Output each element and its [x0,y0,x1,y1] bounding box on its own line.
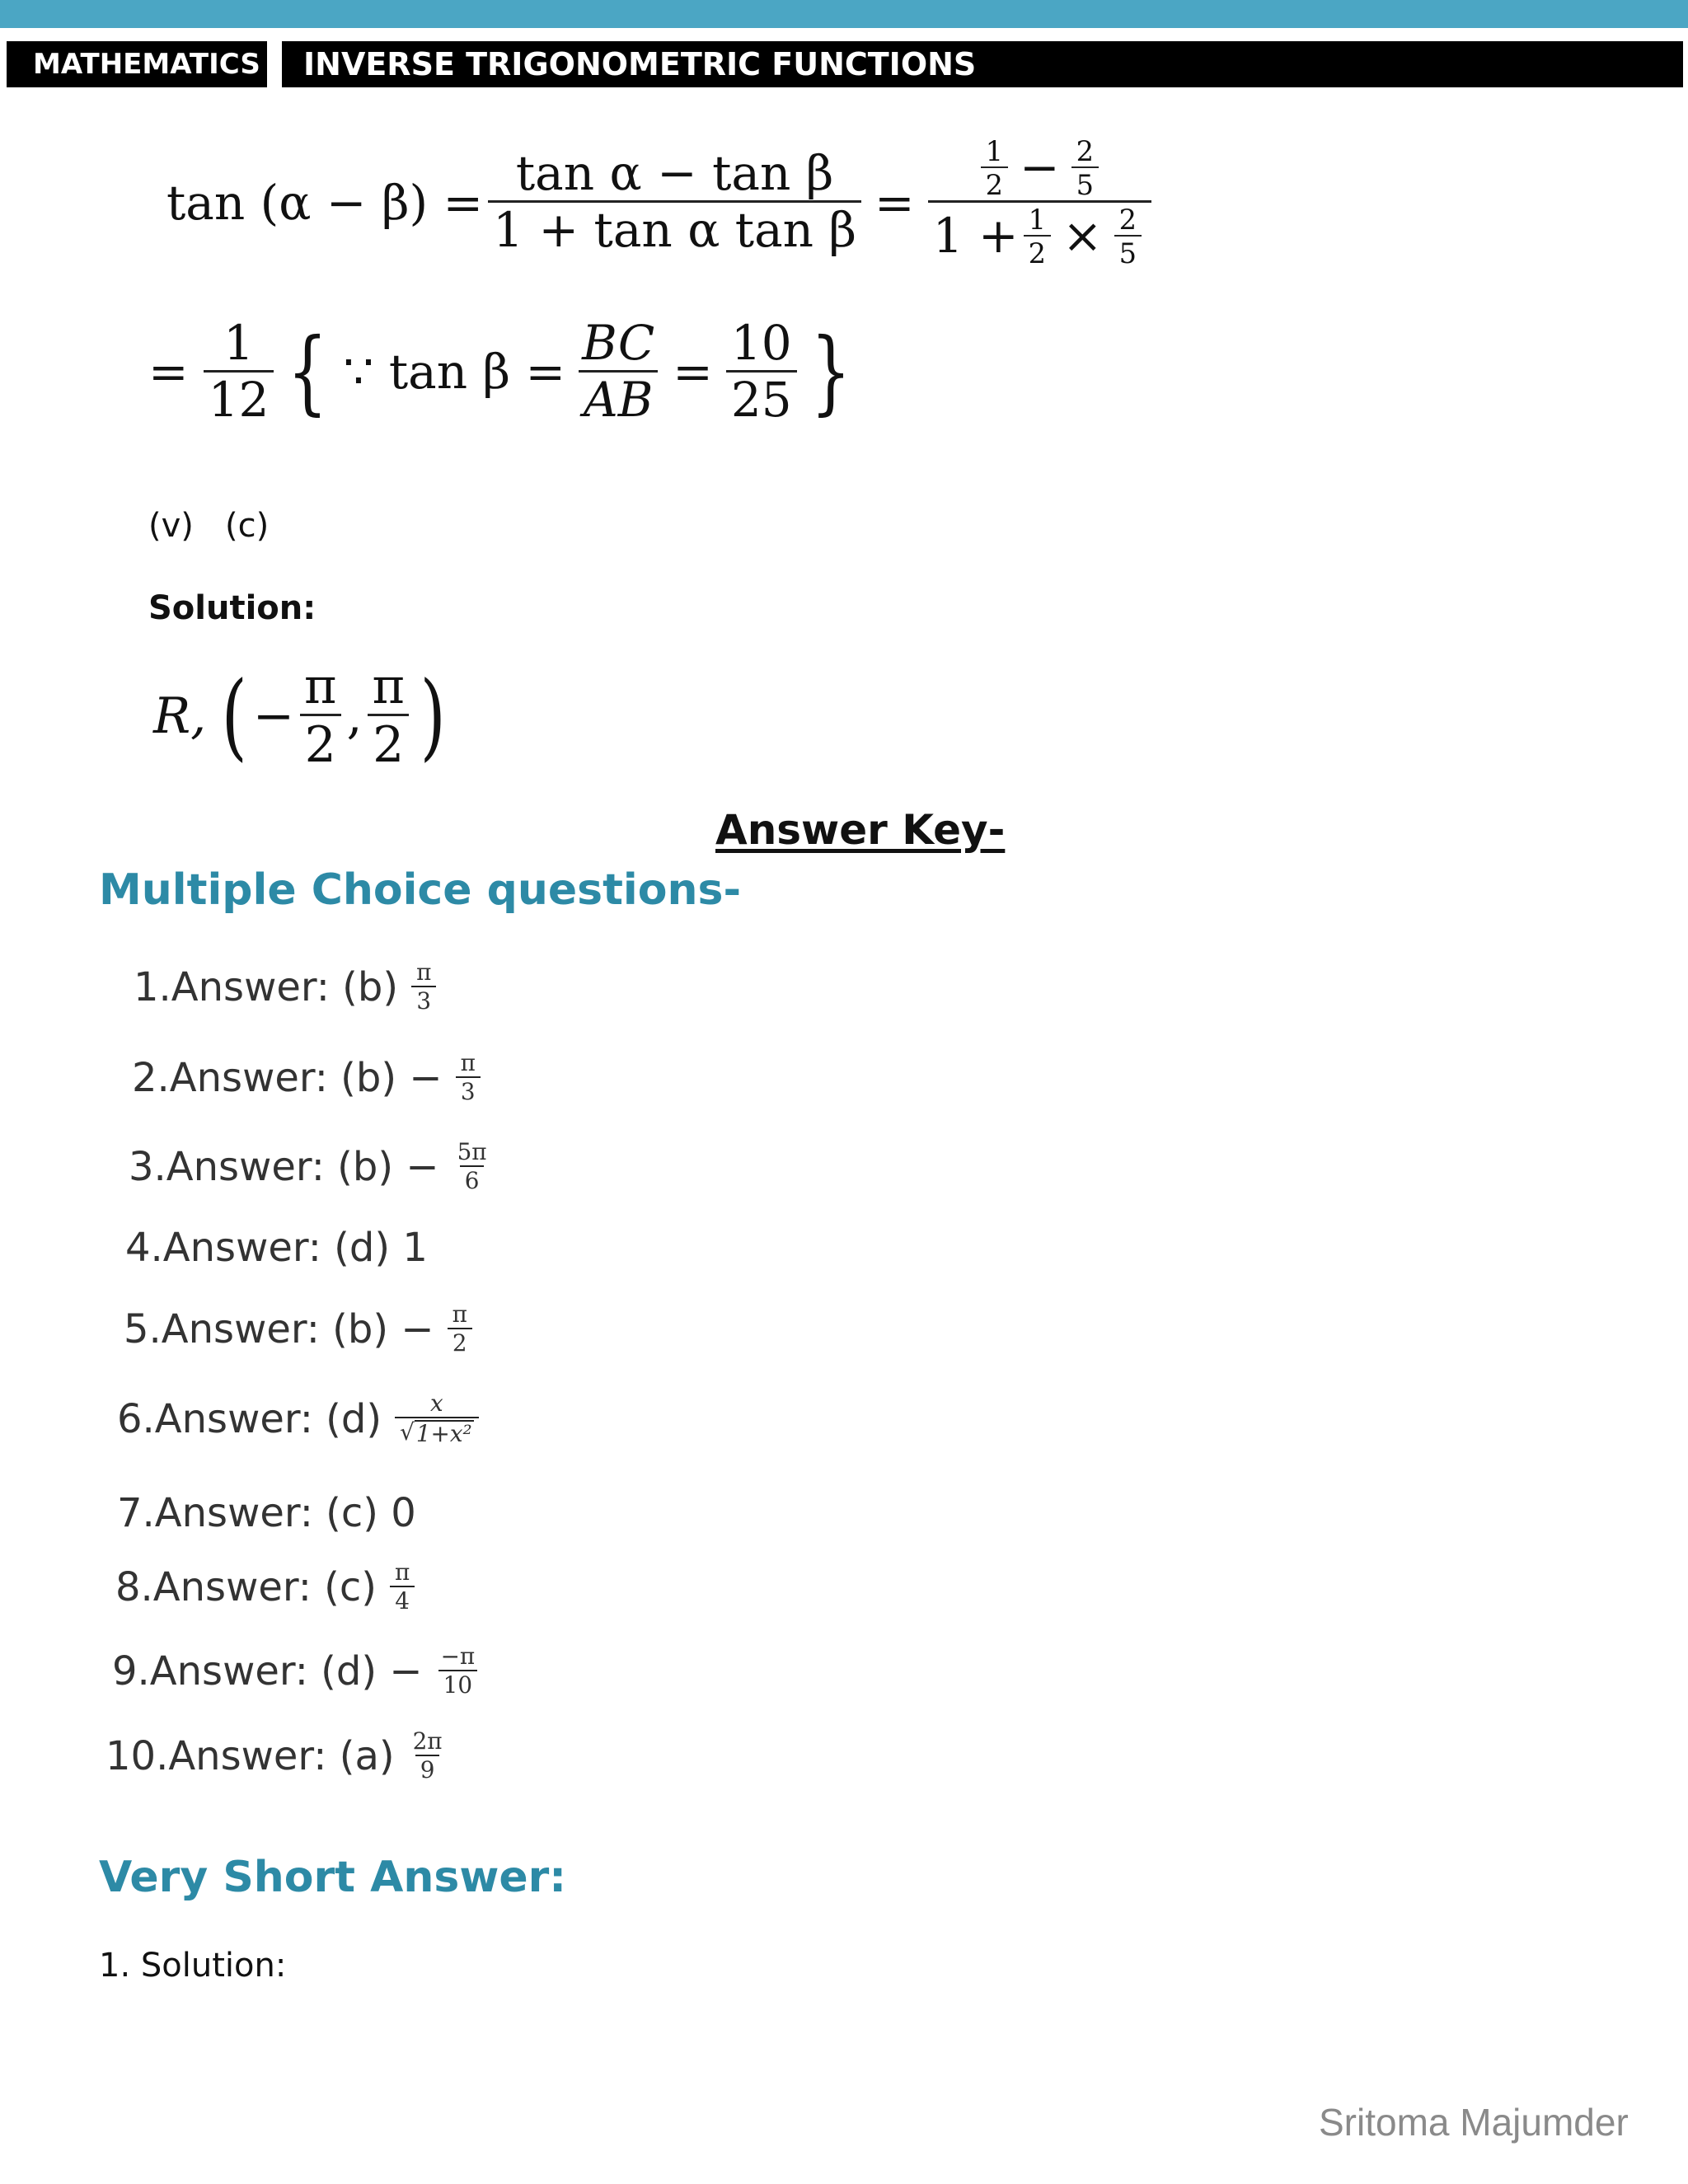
pi-over-2 [368,659,410,772]
vsa-first-solution: 1. Solution: [99,1947,287,1985]
because-tan-beta: ∵ tan β = [343,344,566,401]
author-watermark: Sritoma Majumder [1319,2101,1629,2144]
option-line [148,507,269,545]
eq1-lhs: tan (α − β) = [166,174,484,231]
frac-one-half-b [1024,204,1051,269]
eq2-equals-2: = [673,344,713,401]
ratio-fraction [726,317,797,427]
option-number: (v) [148,507,194,545]
mcq-answer-3 [129,1140,497,1193]
mcq-answer-9 [112,1644,485,1698]
subject-header: MATHEMATICS [7,41,267,87]
f2-den: 5 [1071,166,1099,200]
very-short-answer-heading: Very Short Answer: [99,1853,567,1902]
times-sign: × [1062,208,1103,265]
num: π [416,958,432,986]
den: 10 [438,1670,477,1699]
answer-label: 5.Answer: (b) − [124,1305,434,1352]
answer-label: 3.Answer: (b) − [129,1143,439,1190]
answer-fraction [395,1391,479,1446]
den-prefix: 1 + [932,208,1019,265]
answer-fraction [456,1051,481,1104]
top-accent-bar [0,0,1688,28]
range-close-paren: ) [420,660,446,771]
answer-fraction [390,1560,415,1614]
num: 5π [457,1138,487,1165]
mcq-answer-7 [117,1488,416,1538]
mcq-answer-8 [115,1560,420,1614]
f3-num: 1 [1028,204,1046,236]
answer-label: 8.Answer: (c) [115,1563,377,1610]
minus-sign: − [1020,139,1060,196]
option-answer: (c) [225,507,270,545]
f2-num: 2 [1076,135,1095,167]
eq1-numeric-denominator [928,200,1151,269]
f1-num: 1 [985,135,1003,167]
eq1-equals: = [874,174,915,231]
range-neg: − [252,687,295,745]
den: 4 [390,1586,415,1615]
den: 9 [415,1755,440,1783]
answer-fraction [436,1644,481,1698]
answer-fraction [452,1140,492,1193]
den1: 2 [300,714,341,772]
den: 3 [411,986,436,1015]
num: π [452,1301,467,1328]
equation-tan-difference [166,136,1156,269]
neg-pi-over-2 [299,659,341,772]
frac-one-half [981,136,1008,200]
ratio-den: 25 [726,370,797,427]
num: x [430,1390,443,1417]
mcq-answer-1 [134,960,441,1014]
mcq-heading: Multiple Choice questions- [99,865,742,915]
range-expression [153,659,451,772]
den: 3 [456,1076,481,1105]
answer-label: 2.Answer: (b) − [132,1054,443,1101]
answer-key-title: Answer Key- [715,806,1006,854]
eq1-numerator: tan α − tan β [515,145,834,202]
range-open-paren: ( [221,660,248,771]
result-num: 1 [223,315,254,371]
answer-label: 7.Answer: (c) 0 [117,1490,416,1536]
eq1-numeric-numerator [971,136,1109,200]
answer-label: 9.Answer: (d) − [112,1647,423,1694]
num: −π [440,1643,476,1670]
range-set: R, [153,687,207,745]
answer-fraction [411,960,436,1014]
den: 6 [460,1165,485,1194]
mcq-answer-6 [117,1391,484,1446]
answer-label: 10.Answer: (a) [106,1732,395,1779]
answer-label: 1.Answer: (b) [134,963,399,1010]
pi2: π [372,658,405,715]
radicand: 1+x² [415,1419,472,1447]
eq2-result-fraction [204,317,274,427]
den: 2 [448,1328,472,1357]
ab: AB [579,370,659,427]
frac-two-fifths [1071,136,1099,200]
answer-label: 4.Answer: (d) 1 [125,1225,428,1271]
answer-label: 6.Answer: (d) [117,1395,382,1442]
den2: 2 [368,714,409,772]
frac-two-fifths-b [1114,204,1142,269]
bc-ab-fraction [577,317,659,427]
open-brace: { [287,319,329,425]
mcq-answer-2 [132,1051,485,1104]
num: π [395,1558,410,1586]
mcq-answer-4 [125,1223,428,1272]
num: 2π [412,1727,443,1755]
ratio-num: 10 [730,315,792,371]
mcq-answer-5 [124,1302,477,1356]
range-comma: , [346,687,363,745]
eq1-denominator: 1 + tan α tan β [488,200,861,257]
solution-label: Solution: [148,589,316,627]
mcq-answer-10 [106,1729,452,1783]
close-brace: } [810,319,851,425]
answer-fraction [448,1302,472,1356]
chapter-header: INVERSE TRIGONOMETRIC FUNCTIONS [282,41,1683,87]
num: π [460,1049,476,1076]
pi1: π [304,658,337,715]
f3-den: 2 [1024,235,1051,269]
answer-fraction [408,1729,448,1783]
f4-den: 5 [1114,235,1142,269]
f1-den: 2 [981,166,1008,200]
result-den: 12 [204,370,274,427]
bc: BC [582,315,655,371]
equation-result [148,317,860,427]
eq1-fraction [488,145,861,258]
sqrt-icon: √ 1+x² [400,1418,472,1447]
eq2-equals: = [148,344,189,401]
f4-num: 2 [1118,204,1137,236]
eq1-numeric-fraction [928,136,1151,269]
